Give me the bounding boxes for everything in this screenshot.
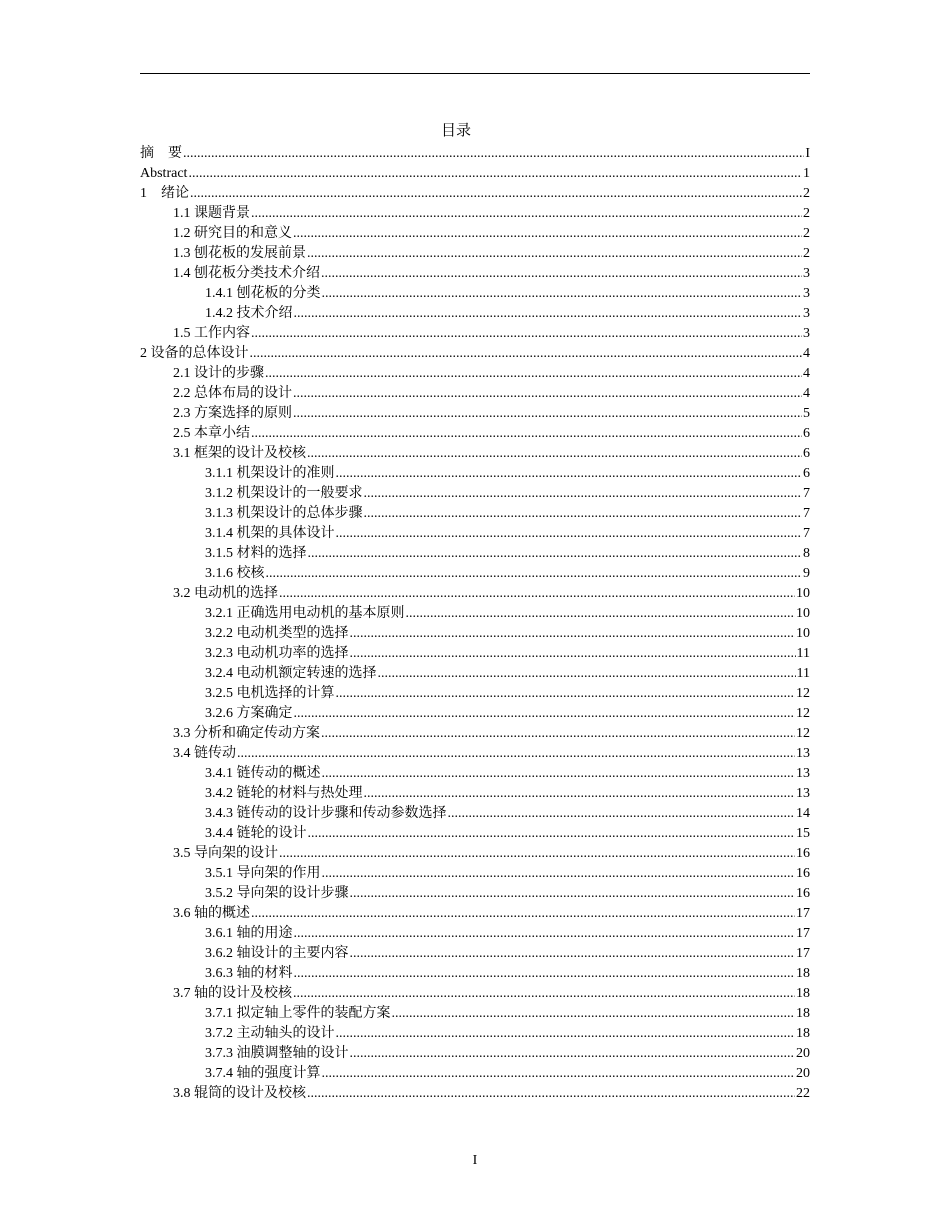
toc-entry-page: 20 — [796, 1046, 810, 1061]
toc-entry[interactable] — [140, 524, 810, 544]
toc-entry-page: 13 — [796, 786, 810, 801]
toc-entry-label: 3.2.4 电动机额定转速的选择 — [205, 666, 377, 681]
toc-entry-label: 3.7 轴的设计及校核 — [173, 986, 292, 1001]
toc-entry[interactable] — [140, 384, 810, 404]
toc-dot-leader — [350, 1044, 796, 1064]
toc-dot-leader — [294, 964, 796, 984]
toc-entry-page: 2 — [803, 226, 810, 241]
toc-entry-page: 18 — [796, 1026, 810, 1041]
toc-dot-leader — [448, 804, 796, 824]
toc-entry-label: 1.4.1 刨花板的分类 — [205, 286, 321, 301]
toc-entry-label: 3.2 电动机的选择 — [173, 586, 278, 601]
toc-entry-page: 3 — [803, 326, 810, 341]
toc-dot-leader — [364, 504, 803, 524]
toc-entry-page: 3 — [803, 286, 810, 301]
toc-dot-leader — [364, 484, 803, 504]
toc-dot-leader — [336, 464, 803, 484]
toc-entry-page: 10 — [796, 626, 810, 641]
toc-dot-leader — [251, 424, 802, 444]
toc-entry-page: 4 — [803, 386, 810, 401]
toc-entry[interactable] — [140, 824, 810, 844]
toc-entry[interactable] — [140, 244, 810, 264]
toc-dot-leader — [308, 544, 803, 564]
toc-dot-leader — [350, 624, 796, 644]
toc-entry-page: 7 — [803, 506, 810, 521]
toc-entry-label: 3.6.3 轴的材料 — [205, 966, 293, 981]
toc-entry[interactable] — [140, 564, 810, 584]
toc-entry-label: 3.1.5 材料的选择 — [205, 546, 307, 561]
toc-entry[interactable] — [140, 444, 810, 464]
toc-dot-leader — [293, 984, 795, 1004]
toc-entry-page: 22 — [796, 1086, 810, 1101]
toc-entry[interactable] — [140, 304, 810, 324]
toc-entry[interactable] — [140, 484, 810, 504]
toc-entry[interactable] — [140, 344, 810, 364]
toc-entry-label: 3.1 框架的设计及校核 — [173, 446, 306, 461]
toc-entry-label: 3.4.2 链轮的材料与热处理 — [205, 786, 363, 801]
toc-dot-leader — [250, 344, 803, 364]
toc-entry-page: 2 — [803, 246, 810, 261]
toc-entry[interactable] — [140, 284, 810, 304]
toc-dot-leader — [406, 604, 796, 624]
toc-entry-label: 3.3 分析和确定传动方案 — [173, 726, 320, 741]
toc-entry-label: 3.2.2 电动机类型的选择 — [205, 626, 349, 641]
toc-dot-leader — [188, 164, 802, 184]
toc-entry-label: 3.5 导向架的设计 — [173, 846, 278, 861]
toc-entry[interactable] — [140, 904, 810, 924]
toc-entry[interactable] — [140, 604, 810, 624]
toc-entry-label: 3.1.1 机架设计的准则 — [205, 466, 335, 481]
toc-dot-leader — [294, 304, 803, 324]
toc-entry-page: 14 — [796, 806, 810, 821]
toc-entry[interactable] — [140, 424, 810, 444]
toc-dot-leader — [266, 564, 803, 584]
toc-entry[interactable] — [140, 784, 810, 804]
toc-entry[interactable] — [140, 144, 810, 164]
toc-entry-label: 2.5 本章小结 — [173, 426, 250, 441]
toc-entry-label: 3.4 链传动 — [173, 746, 236, 761]
toc-entry[interactable] — [140, 224, 810, 244]
toc-entry-label: 1.4.2 技术介绍 — [205, 306, 293, 321]
toc-dot-leader — [279, 844, 795, 864]
toc-entry[interactable] — [140, 624, 810, 644]
toc-entry[interactable] — [140, 724, 810, 744]
toc-entry-label: 3.7.1 拟定轴上零件的装配方案 — [205, 1006, 391, 1021]
toc-dot-leader — [336, 524, 803, 544]
toc-entry[interactable] — [140, 464, 810, 484]
toc-entry-label: 3.4.4 链轮的设计 — [205, 826, 307, 841]
toc-entry[interactable] — [140, 324, 810, 344]
table-of-contents — [140, 144, 810, 1104]
toc-dot-leader — [279, 584, 795, 604]
page-number: I — [472, 1153, 478, 1168]
toc-entry-label: 1.5 工作内容 — [173, 326, 250, 341]
toc-dot-leader — [336, 684, 796, 704]
toc-entry-page: 3 — [803, 306, 810, 321]
toc-entry-label: 3.6 轴的概述 — [173, 906, 250, 921]
toc-entry[interactable] — [140, 204, 810, 224]
toc-entry-page: 12 — [796, 726, 810, 741]
toc-entry-label: 摘 要 — [140, 146, 182, 161]
toc-entry-label: 1.4 刨花板分类技术介绍 — [173, 266, 320, 281]
toc-dot-leader — [364, 784, 796, 804]
toc-entry-label: 3.8 辊筒的设计及校核 — [173, 1086, 306, 1101]
toc-dot-leader — [265, 364, 802, 384]
toc-dot-leader — [293, 384, 802, 404]
toc-entry[interactable] — [140, 1004, 810, 1024]
toc-entry-page: 16 — [796, 866, 810, 881]
toc-entry-page: 9 — [803, 566, 810, 581]
toc-entry-page: 6 — [803, 466, 810, 481]
toc-entry-label: Abstract — [140, 166, 188, 181]
toc-dot-leader — [322, 284, 803, 304]
toc-entry-label: 1 绪论 — [140, 186, 189, 201]
toc-entry-page: 11 — [796, 646, 810, 661]
toc-entry-label: 3.2.1 正确选用电动机的基本原则 — [205, 606, 405, 621]
toc-dot-leader — [392, 1004, 796, 1024]
toc-entry-label: 3.6.1 轴的用途 — [205, 926, 293, 941]
toc-entry-page: 16 — [796, 846, 810, 861]
toc-entry[interactable] — [140, 164, 810, 184]
toc-entry-page: 11 — [796, 666, 810, 681]
toc-dot-leader — [322, 764, 796, 784]
toc-entry[interactable] — [140, 1064, 810, 1084]
toc-entry-label: 3.2.6 方案确定 — [205, 706, 293, 721]
toc-dot-leader — [293, 224, 802, 244]
toc-entry-label: 2.1 设计的步骤 — [173, 366, 264, 381]
toc-entry-page: 15 — [796, 826, 810, 841]
toc-entry-page: 20 — [796, 1066, 810, 1081]
toc-entry-page: 12 — [796, 706, 810, 721]
toc-dot-leader — [336, 1024, 796, 1044]
toc-entry-label: 1.3 刨花板的发展前景 — [173, 246, 306, 261]
toc-entry[interactable] — [140, 644, 810, 664]
toc-entry-page: 6 — [803, 446, 810, 461]
toc-entry[interactable] — [140, 804, 810, 824]
toc-entry-label: 3.5.1 导向架的作用 — [205, 866, 321, 881]
toc-dot-leader — [307, 444, 802, 464]
toc-dot-leader — [378, 664, 796, 684]
toc-dot-leader — [183, 144, 804, 164]
toc-entry-page: 18 — [796, 1006, 810, 1021]
toc-entry-label: 3.1.2 机架设计的一般要求 — [205, 486, 363, 501]
toc-entry-page: 1 — [803, 166, 810, 181]
toc-entry[interactable] — [140, 704, 810, 724]
toc-entry-page: 2 — [803, 206, 810, 221]
toc-entry-page: 2 — [803, 186, 810, 201]
toc-dot-leader — [294, 924, 796, 944]
toc-entry[interactable] — [140, 684, 810, 704]
toc-entry-page: 10 — [796, 606, 810, 621]
toc-entry-label: 3.1.3 机架设计的总体步骤 — [205, 506, 363, 521]
toc-entry-page: 16 — [796, 886, 810, 901]
toc-dot-leader — [251, 904, 795, 924]
toc-entry-page: 17 — [796, 946, 810, 961]
toc-entry[interactable] — [140, 924, 810, 944]
toc-entry-label: 3.2.5 电机选择的计算 — [205, 686, 335, 701]
toc-dot-leader — [190, 184, 802, 204]
toc-entry-page: 17 — [796, 926, 810, 941]
toc-entry-label: 2 设备的总体设计 — [140, 346, 249, 361]
toc-entry[interactable] — [140, 504, 810, 524]
toc-entry-label: 3.5.2 导向架的设计步骤 — [205, 886, 349, 901]
toc-entry-page: 7 — [803, 526, 810, 541]
toc-entry[interactable] — [140, 844, 810, 864]
toc-entry-page: 17 — [796, 906, 810, 921]
toc-entry-label: 3.1.6 校核 — [205, 566, 265, 581]
toc-entry-page: 10 — [796, 586, 810, 601]
toc-dot-leader — [321, 264, 802, 284]
toc-entry-page: 12 — [796, 686, 810, 701]
toc-entry[interactable] — [140, 964, 810, 984]
toc-entry-label: 3.7.4 轴的强度计算 — [205, 1066, 321, 1081]
toc-dot-leader — [322, 864, 796, 884]
toc-entry-label: 3.1.4 机架的具体设计 — [205, 526, 335, 541]
toc-entry[interactable] — [140, 584, 810, 604]
toc-entry-page: 13 — [796, 766, 810, 781]
toc-dot-leader — [350, 644, 796, 664]
toc-entry-page: 18 — [796, 986, 810, 1001]
toc-entry-label: 3.4.1 链传动的概述 — [205, 766, 321, 781]
toc-entry[interactable] — [140, 1044, 810, 1064]
toc-entry-page: 5 — [803, 406, 810, 421]
toc-dot-leader — [294, 704, 796, 724]
toc-entry-page: 4 — [803, 366, 810, 381]
toc-entry[interactable] — [140, 984, 810, 1004]
toc-entry-page: 4 — [803, 346, 810, 361]
toc-entry-page: 6 — [803, 426, 810, 441]
toc-title: 目录 — [440, 123, 471, 139]
toc-entry-page: 3 — [803, 266, 810, 281]
toc-dot-leader — [251, 324, 802, 344]
toc-entry-label: 3.7.2 主动轴头的设计 — [205, 1026, 335, 1041]
toc-dot-leader — [321, 724, 795, 744]
toc-entry-page: 7 — [803, 486, 810, 501]
toc-entry[interactable] — [140, 884, 810, 904]
toc-dot-leader — [307, 244, 802, 264]
toc-entry[interactable] — [140, 944, 810, 964]
toc-entry[interactable] — [140, 364, 810, 384]
toc-dot-leader — [251, 204, 802, 224]
toc-entry-page: 13 — [796, 746, 810, 761]
toc-dot-leader — [307, 1084, 795, 1104]
toc-dot-leader — [293, 404, 802, 424]
toc-dot-leader — [237, 744, 795, 764]
toc-entry[interactable] — [140, 764, 810, 784]
toc-entry[interactable] — [140, 744, 810, 764]
toc-dot-leader — [322, 1064, 796, 1084]
toc-entry-page: 18 — [796, 966, 810, 981]
toc-entry-label: 3.2.3 电动机功率的选择 — [205, 646, 349, 661]
toc-entry-label: 3.6.2 轴设计的主要内容 — [205, 946, 349, 961]
toc-entry[interactable] — [140, 864, 810, 884]
toc-entry-label: 3.7.3 油膜调整轴的设计 — [205, 1046, 349, 1061]
toc-entry[interactable] — [140, 184, 810, 204]
toc-entry-page: 8 — [803, 546, 810, 561]
toc-entry-label: 2.2 总体布局的设计 — [173, 386, 292, 401]
toc-dot-leader — [350, 944, 796, 964]
toc-entry-label: 1.2 研究目的和意义 — [173, 226, 292, 241]
toc-dot-leader — [308, 824, 796, 844]
toc-entry[interactable] — [140, 1084, 810, 1104]
header-rule — [140, 73, 810, 74]
toc-entry[interactable] — [140, 1024, 810, 1044]
toc-entry-page: I — [805, 146, 810, 161]
toc-entry[interactable] — [140, 264, 810, 284]
toc-dot-leader — [350, 884, 796, 904]
toc-entry-label: 2.3 方案选择的原则 — [173, 406, 292, 421]
toc-entry[interactable] — [140, 664, 810, 684]
toc-entry-label: 1.1 课题背景 — [173, 206, 250, 221]
toc-entry-label: 3.4.3 链传动的设计步骤和传动参数选择 — [205, 806, 447, 821]
toc-entry[interactable] — [140, 404, 810, 424]
toc-entry[interactable] — [140, 544, 810, 564]
